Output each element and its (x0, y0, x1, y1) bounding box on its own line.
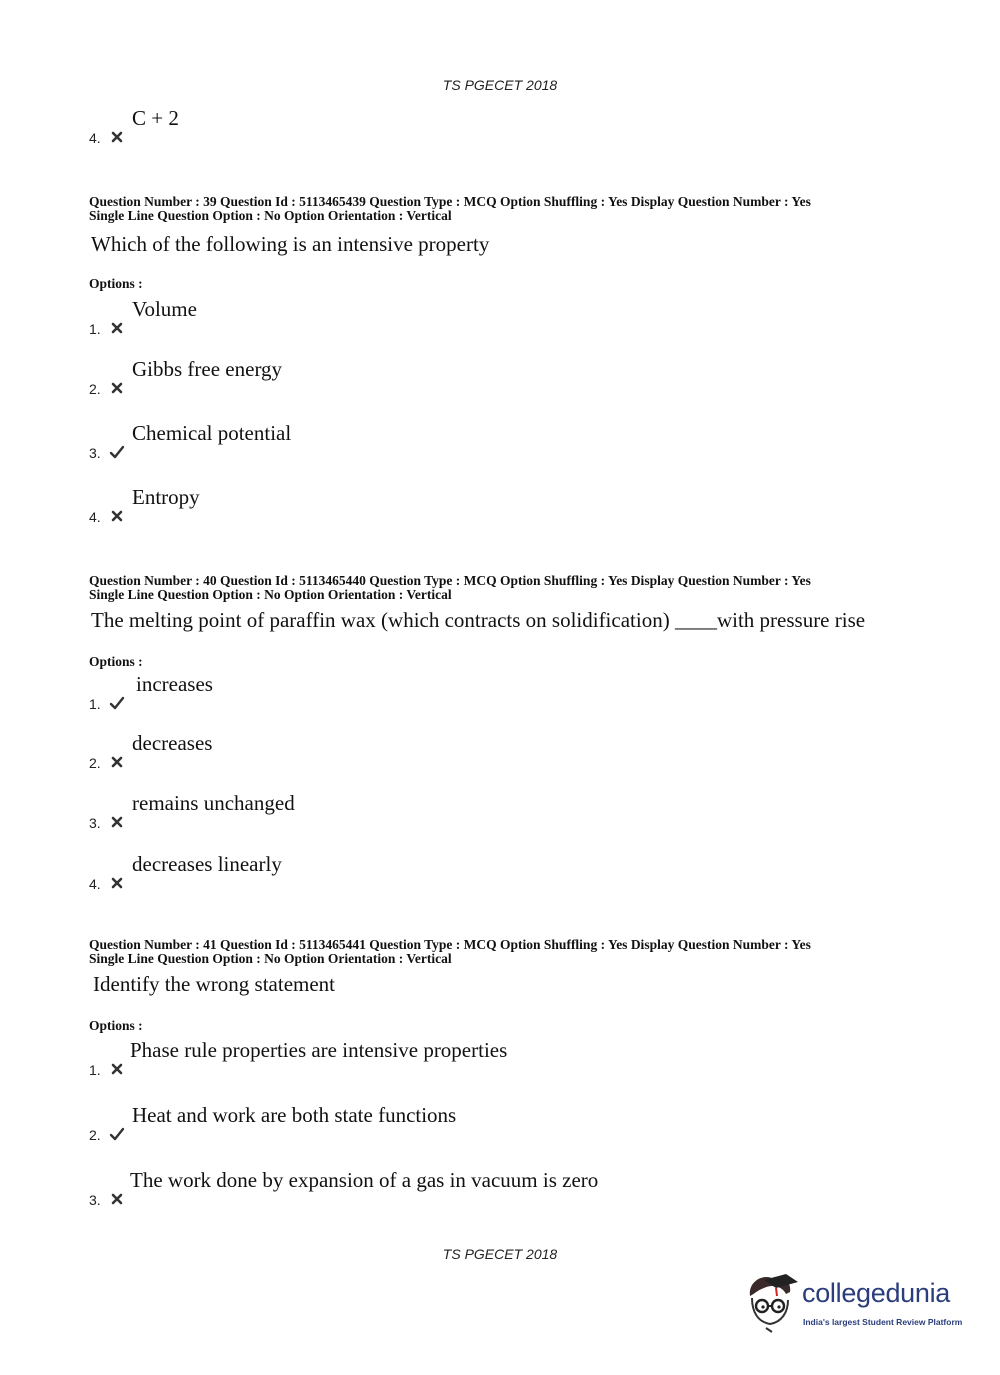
check-icon (109, 444, 125, 460)
question-meta-line1: Question Number : 39 Question Id : 5113465439 Question Type : MCQ Option Shuffling : Yes Display Question Number : Yes (89, 194, 811, 209)
cross-icon (109, 129, 125, 145)
option-item (89, 1038, 949, 1078)
option-item-correct (89, 1103, 949, 1143)
option-text: remains unchanged (132, 791, 295, 815)
option-number: 2. (89, 381, 101, 397)
question-text: Which of the following is an intensive property (91, 232, 490, 256)
cross-icon (109, 875, 125, 891)
option-text: Phase rule properties are intensive properties (130, 1038, 508, 1062)
mascot-icon (742, 1272, 800, 1338)
option-text: increases (136, 672, 213, 696)
options-label: Options : (89, 654, 143, 669)
option-item (89, 1168, 949, 1208)
option-text: Entropy (132, 485, 200, 509)
option-item-correct (89, 672, 949, 712)
option-number: 3. (89, 1192, 101, 1208)
option-text: The work done by expansion of a gas in vacuum is zero (130, 1168, 599, 1192)
question-meta-line2: Single Line Question Option : No Option Orientation : Vertical (89, 951, 452, 966)
option-number: 4. (89, 130, 101, 146)
cross-icon (109, 1191, 125, 1207)
option-number: 1. (89, 1062, 101, 1078)
cross-icon (109, 814, 125, 830)
option-number: 1. (89, 696, 101, 712)
option-item (89, 852, 949, 892)
option-item (89, 485, 949, 525)
page-header: TS PGECET 2018 (442, 77, 558, 93)
logo-wordmark: collegedunia (802, 1278, 951, 1308)
prev-question-option (89, 106, 949, 146)
option-item-correct (89, 421, 949, 461)
question-text: Identify the wrong statement (93, 972, 336, 996)
question-meta-line1: Question Number : 41 Question Id : 5113465441 Question Type : MCQ Option Shuffling : Yes Display Question Number : Yes (89, 937, 811, 952)
option-text: Gibbs free energy (132, 357, 283, 381)
option-text: decreases linearly (132, 852, 282, 876)
option-number: 1. (89, 321, 101, 337)
option-number: 4. (89, 876, 101, 892)
cross-icon (109, 1061, 125, 1077)
question-block-39 (0, 195, 1000, 535)
option-text: decreases (132, 731, 213, 755)
option-item (89, 731, 949, 771)
option-number: 4. (89, 509, 101, 525)
page-footer: TS PGECET 2018 (442, 1246, 558, 1262)
options-label: Options : (89, 1018, 143, 1033)
options-label: Options : (89, 276, 143, 291)
question-meta-line1: Question Number : 40 Question Id : 5113465440 Question Type : MCQ Option Shuffling : Yes Display Question Number : Yes (89, 573, 811, 588)
option-number: 3. (89, 445, 101, 461)
collegedunia-logo[interactable] (742, 1272, 972, 1338)
option-text: Volume (132, 297, 197, 321)
option-text: Chemical potential (132, 421, 292, 445)
question-block-40 (0, 574, 1000, 894)
option-text: Heat and work are both state functions (132, 1103, 457, 1127)
option-number: 2. (89, 1127, 101, 1143)
option-number: 3. (89, 815, 101, 831)
option-number: 2. (89, 755, 101, 771)
cross-icon (109, 320, 125, 336)
cross-icon (109, 380, 125, 396)
logo-tagline: India's largest Student Review Platform (803, 1317, 963, 1327)
option-text: C + 2 (132, 106, 179, 130)
cross-icon (109, 508, 125, 524)
question-text: The melting point of paraffin wax (which contracts on solidification) ____with pressure rise (91, 608, 866, 632)
check-icon (109, 695, 125, 711)
question-block-41 (0, 938, 1000, 1218)
question-meta-line2: Single Line Question Option : No Option Orientation : Vertical (89, 208, 452, 223)
option-item (89, 357, 949, 397)
question-meta-line2: Single Line Question Option : No Option Orientation : Vertical (89, 587, 452, 602)
option-item (89, 791, 949, 831)
cross-icon (109, 754, 125, 770)
check-icon (109, 1126, 125, 1142)
option-item (89, 297, 949, 337)
